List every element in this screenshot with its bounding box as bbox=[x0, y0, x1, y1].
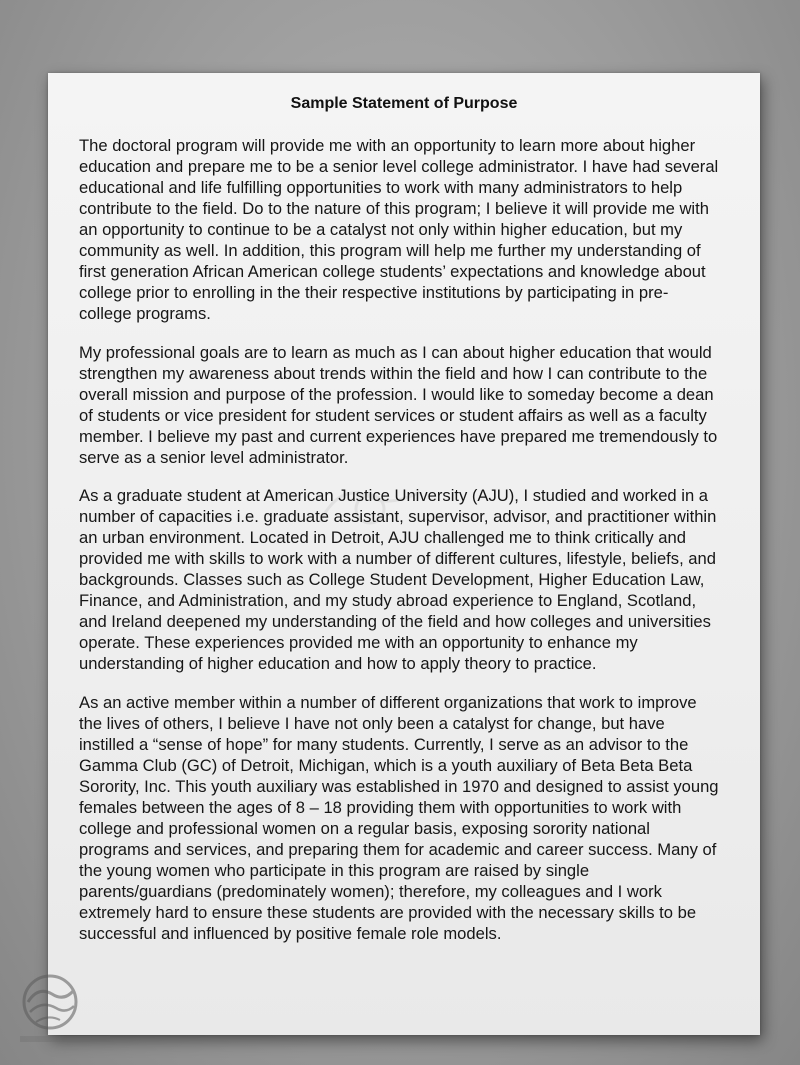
document-title: Sample Statement of Purpose bbox=[290, 95, 518, 112]
document-page bbox=[48, 73, 760, 1035]
paragraph-4: As an active member within a number of different organizations that work to improve the lives of others, I believe I have not only been a catalyst for change, but have instilled a “sense of hope” for many students. Currently, I serve as an advisor to the Gamma Club (GC) of Detroit, Michigan, which is a youth auxiliary of Beta Beta Beta Sorority, Inc. This youth auxiliary was established in 1970 and designed to assist young females between the ages of 8 – 18 providing them with opportunities to work with college and professional women on a regular basis, exposing sorority national programs and services, and preparing them for academic and career success. Many of the young women who participate in this program are raised by single parents/guardians (predominately women); therefore, my colleagues and I work extremely hard to ensure these students are provided with the necessary skills to be successful and influenced by positive female role models. bbox=[79, 692, 719, 943]
wave-logo-icon bbox=[12, 972, 122, 1052]
document-body bbox=[79, 135, 719, 961]
paragraph-1: The doctoral program will provide me with an opportunity to learn more about higher education and prepare me to be a senior level college administrator. I have had several educational and life fulfilling opportunities to work with many administrators to help contribute to the field. Do to the nature of this program; I believe it will provide me with an opportunity to continue to be a catalyst not only within higher education, but my community as well. In addition, this program will help me further my understanding of first generation African American college students’ expectations and knowledge about college prior to enrolling in the their respective institutions by participating in pre-college programs. bbox=[79, 136, 719, 323]
paragraph-2: My professional goals are to learn as much as I can about higher education that would strengthen my awareness about trends within the field and how I can contribute to the overall mission and purpose of the profession. I would like to someday become a dean of students or vice president for student services or student affairs as well as a faculty member. I believe my past and current experiences have prepared me tremendously to serve as a senior level administrator. bbox=[79, 342, 718, 467]
paragraph-3: As a graduate student at American Justice University (AJU), I studied and worked in a number of capacities i.e. graduate assistant, supervisor, advisor, and practitioner within an urban environment. Located in Detroit, AJU challenged me to think critically and provided me with skills to work with a number of different cultures, lifestyle, beliefs, and backgrounds. Classes such as College Student Development, Higher Education Law, Finance, and Administration, and my study abroad experience to England, Scotland, and Ireland deepened my understanding of the field and how colleges and universities operate. These experiences provided me with an opportunity to enhance my understanding of higher education and how to apply theory to practice. bbox=[79, 486, 717, 673]
